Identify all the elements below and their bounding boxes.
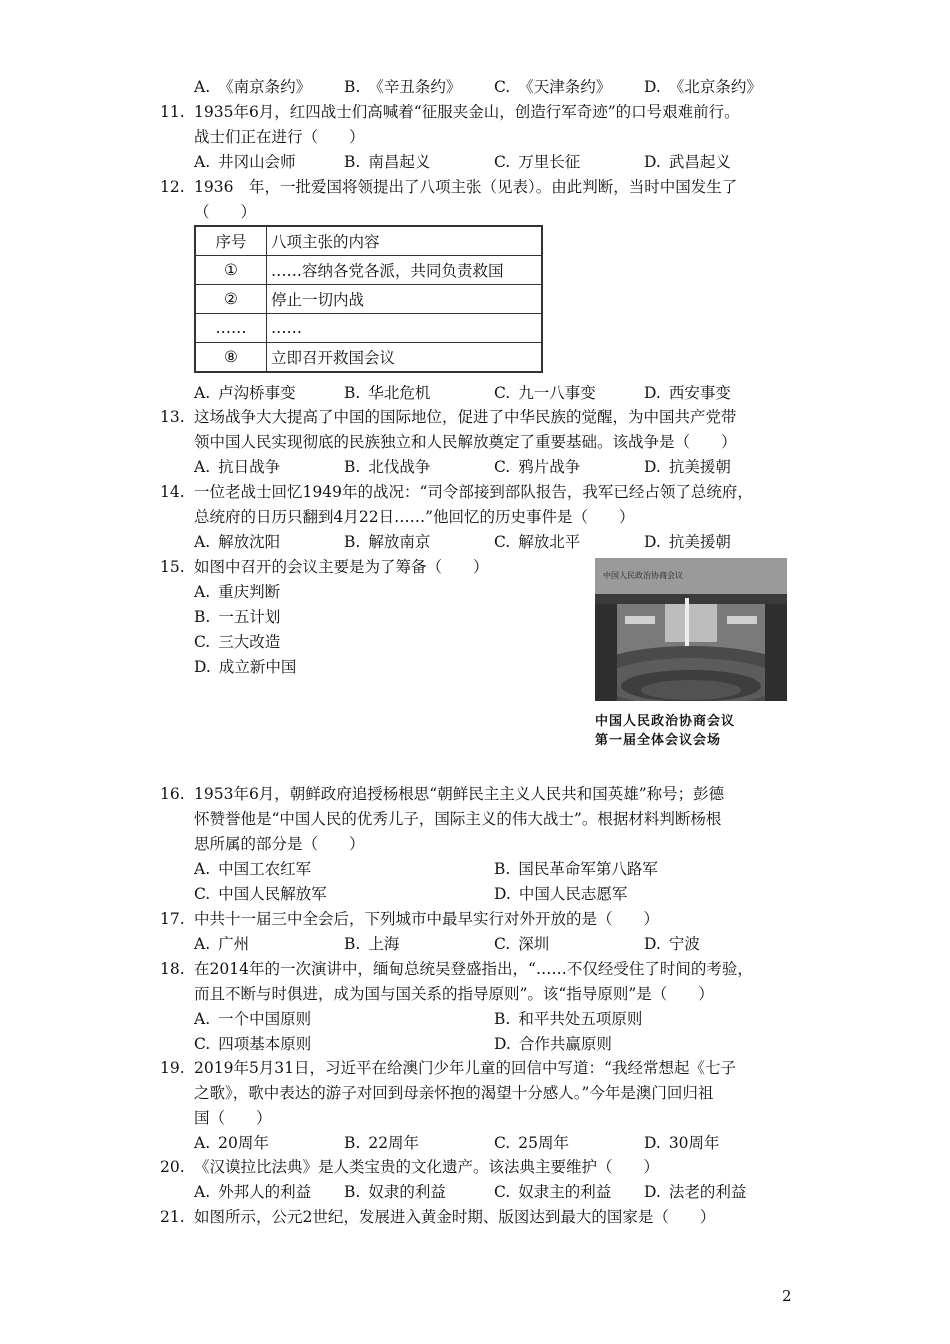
option-c[interactable]: C. 四项基本原则 <box>194 1035 312 1053</box>
question-number: 15. <box>160 558 185 576</box>
question-text: 2019年5月31日，习近平在给澳门少年儿童的回信中写道：“我经常想起《七子 <box>194 1059 736 1077</box>
option-d[interactable]: D. 成立新中国 <box>194 658 297 676</box>
option-d[interactable]: D. 合作共赢原则 <box>494 1035 612 1053</box>
table-cell: 停止一切内战 <box>267 285 543 314</box>
option-a[interactable]: A. 《南京条约》 <box>194 78 312 96</box>
question-16 <box>160 782 800 907</box>
option-b[interactable]: B. 南昌起义 <box>344 153 431 171</box>
question-text: 怀赞誉他是“中国人民的优秀儿子，国际主义的伟大战士”。根据材料判断杨根 <box>194 810 722 828</box>
table-cell: ② <box>195 285 267 314</box>
option-a[interactable]: A. 20周年 <box>194 1134 269 1152</box>
option-a[interactable]: A. 卢沟桥事变 <box>194 384 296 402</box>
option-d[interactable]: D. 法老的利益 <box>644 1183 747 1201</box>
question-text: 而且不断与时俱进，成为国与国关系的指导原则”。该“指导原则”是（ ） <box>194 985 714 1003</box>
option-b[interactable]: B. 华北危机 <box>344 384 431 402</box>
option-c[interactable]: C. 三大改造 <box>194 633 281 651</box>
option-c[interactable]: C. 中国人民解放军 <box>194 885 327 903</box>
question-text: 这场战争大大提高了中国的国际地位，促进了中华民族的觉醒，为中国共产党带 <box>194 408 737 426</box>
option-d[interactable]: D. 30周年 <box>644 1134 720 1152</box>
option-d[interactable]: D. 西安事变 <box>644 384 731 402</box>
question-text: 中共十一届三中全会后，下列城市中最早实行对外开放的是（ ） <box>194 910 660 928</box>
option-c[interactable]: C. 奴隶主的利益 <box>494 1183 612 1201</box>
question-text: 战士们正在进行（ ） <box>194 128 365 146</box>
option-b[interactable]: B. 解放南京 <box>344 533 431 551</box>
option-d[interactable]: D. 抗美援朝 <box>644 533 731 551</box>
option-b[interactable]: B. 22周年 <box>344 1134 420 1152</box>
question-text: 1953年6月，朝鲜政府追授杨根思“朝鲜民主主义人民共和国英雄”称号；彭德 <box>194 785 725 803</box>
table-cell: 立即召开救国会议 <box>267 343 543 373</box>
option-b[interactable]: B. 上海 <box>344 935 400 953</box>
question-text: 国（ ） <box>194 1109 272 1127</box>
table-cell: ⑧ <box>195 343 267 373</box>
table-row <box>195 343 542 373</box>
option-a[interactable]: A. 抗日战争 <box>194 458 281 476</box>
question-number: 17. <box>160 910 185 928</box>
question-text: 领中国人民实现彻底的民族独立和人民解放奠定了重要基础。该战争是（ ） <box>194 433 737 451</box>
question-text: 如图中召开的会议主要是为了筹备（ ） <box>194 558 489 576</box>
question-text: 1936 年，一批爱国将领提出了八项主张（见表）。由此判断，当时中国发生了 <box>194 178 738 196</box>
table-cell: ① <box>195 256 267 285</box>
question-text: （ ） <box>194 203 257 221</box>
option-d[interactable]: D. 抗美援朝 <box>644 458 731 476</box>
option-c[interactable]: C. 鸦片战争 <box>494 458 581 476</box>
table-cell: ……容纳各党各派，共同负责救国 <box>267 256 543 285</box>
question-text: 如图所示，公元2世纪，发展进入黄金时期、版図达到最大的国家是（ ） <box>194 1208 716 1226</box>
question-number: 11. <box>160 103 185 121</box>
option-d[interactable]: D. 武昌起义 <box>644 153 731 171</box>
question-text: 之歌》，歌中表达的游子对回到母亲怀抱的渴望十分感人。”今年是澳门回归祖 <box>194 1084 714 1102</box>
question-number: 13. <box>160 408 185 426</box>
option-a[interactable]: A. 广州 <box>194 935 250 953</box>
question-text: 1935年6月，红四战士们高喊着“征服夹金山，创造行军奇迹”的口号艰难前行。 <box>194 103 740 121</box>
option-a[interactable]: A. 井冈山会师 <box>194 153 296 171</box>
table-header-row <box>195 226 542 256</box>
option-b[interactable]: B. 国民革命军第八路军 <box>494 860 658 878</box>
option-a[interactable]: A. 重庆判断 <box>194 583 281 601</box>
option-a[interactable]: A. 外邦人的利益 <box>194 1183 312 1201</box>
question-number: 14. <box>160 483 185 501</box>
question-text: 一位老战士回忆1949年的战况：“司令部接到部队报告，我军已经占领了总统府， <box>194 483 753 501</box>
question-17 <box>160 907 800 957</box>
question-text: 在2014年的一次演讲中，缅甸总统吴登盛指出，“……不仅经受住了时间的考验， <box>194 960 753 978</box>
question-19 <box>160 1056 800 1156</box>
question-number: 20. <box>160 1158 185 1176</box>
option-b[interactable]: B. 北伐战争 <box>344 458 431 476</box>
question-20 <box>160 1155 800 1205</box>
table-row <box>195 314 542 343</box>
photo-banner-text: 中国人民政治协商会议 <box>603 571 683 580</box>
option-d[interactable]: D. 宁波 <box>644 935 700 953</box>
option-a[interactable]: A. 中国工农红军 <box>194 860 312 878</box>
question-10-options <box>160 75 800 100</box>
page-number: 2 <box>782 1287 792 1305</box>
question-11 <box>160 100 800 175</box>
table-row <box>195 256 542 285</box>
table-cell: …… <box>195 314 267 343</box>
option-b[interactable]: B. 《辛丑条约》 <box>344 78 462 96</box>
question-text: 《汉谟拉比法典》是人类宝贵的文化遗产。该法典主要维护（ ） <box>194 1158 660 1176</box>
option-d[interactable]: D. 中国人民志愿军 <box>494 885 628 903</box>
question-13 <box>160 405 800 480</box>
option-b[interactable]: B. 奴隶的利益 <box>344 1183 446 1201</box>
question-number: 12. <box>160 178 185 196</box>
question-12-options <box>160 381 800 406</box>
question-text: 总统府的日历只翻到4月22日……”他回忆的历史事件是（ ） <box>194 508 635 526</box>
question-21 <box>160 1205 800 1230</box>
question-number: 16. <box>160 785 185 803</box>
option-c[interactable]: C. 九一八事变 <box>494 384 596 402</box>
option-a[interactable]: A. 解放沈阳 <box>194 533 281 551</box>
question-12 <box>160 175 800 373</box>
question-number: 18. <box>160 960 185 978</box>
option-d[interactable]: D. 《北京条约》 <box>644 78 762 96</box>
question-14 <box>160 480 800 555</box>
table-header-cell: 八项主张的内容 <box>267 226 543 256</box>
table-header-cell: 序号 <box>195 226 267 256</box>
option-b[interactable]: B. 一五计划 <box>194 608 281 626</box>
option-b[interactable]: B. 和平共处五项原则 <box>494 1010 643 1028</box>
option-c[interactable]: C. 《天津条约》 <box>494 78 612 96</box>
table-cell: …… <box>267 314 543 343</box>
option-a[interactable]: A. 一个中国原则 <box>194 1010 312 1028</box>
table-row <box>195 285 542 314</box>
photo-caption: 中国人民政治协商会议 第一届全体会议会场 <box>595 714 736 748</box>
question-18 <box>160 957 800 1057</box>
eight-proposals-table <box>194 225 543 373</box>
question-number: 19. <box>160 1059 185 1077</box>
option-c[interactable]: C. 万里长征 <box>494 153 581 171</box>
conference-hall-illustration <box>595 558 787 701</box>
question-text: 思所属的部分是（ ） <box>194 835 365 853</box>
option-c[interactable]: C. 解放北平 <box>494 533 581 551</box>
option-c[interactable]: C. 深圳 <box>494 935 550 953</box>
question-number: 21. <box>160 1208 185 1226</box>
conference-hall-photo <box>595 558 787 701</box>
option-c[interactable]: C. 25周年 <box>494 1134 569 1152</box>
